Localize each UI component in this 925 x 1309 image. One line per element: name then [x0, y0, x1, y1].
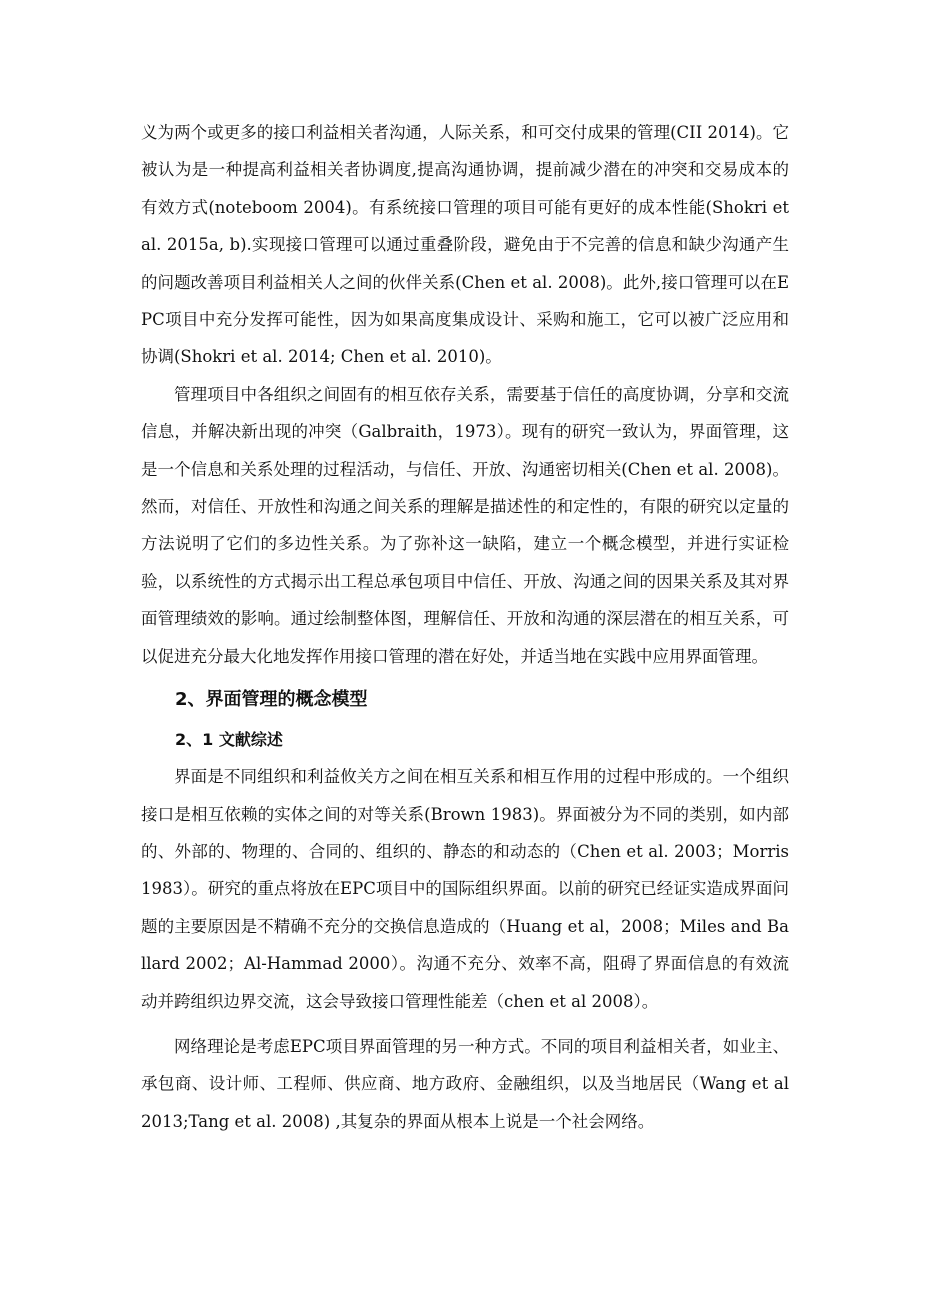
paragraph-gap [141, 1020, 789, 1028]
subsection-heading: 2、1 文献综述 [175, 730, 283, 750]
paragraph-interface-management-definition: 义为两个或更多的接口利益相关者沟通，人际关系，和可交付成果的管理(CII 2014)。它被认为是一种提高利益相关者协调度,提高沟通协调，提前减少潜在的冲突和交易成本的有效方式(noteboom 2004)。有系统接口管理的项目可能有更好的成本性能(Shokri et al. 2015a, b).实现接口管理可以通过重叠阶段，避免由于不完善的信息和缺少沟通产生的问题改善项目利益相关人之间的伙伴关系(Chen et al. 2008)。此外,接口管理可以在EPC项目中充分发挥可能性，因为如果高度集成设计、采购和施工，它可以被广泛应用和协调(Shokri et al. 2014; Chen et al. 2010)。 [141, 123, 789, 367]
body-text [141, 114, 789, 1140]
paragraph-trust-openness-communication: 管理项目中各组织之间固有的相互依存关系，需要基于信任的高度协调，分享和交流信息，并解决新出现的冲突（Galbraith，1973）。现有的研究一致认为，界面管理，这是一个信息和关系处理的过程活动，与信任、开放、沟通密切相关(Chen et al. 2008)。然而，对信任、开放性和沟通之间关系的理解是描述性的和定性的，有限的研究以定量的方法说明了它们的多边性关系。为了弥补这一缺陷，建立一个概念模型，并进行实证检验，以系统性的方式揭示出工程总承包项目中信任、开放、沟通之间的因果关系及其对界面管理绩效的影响。通过绘制整体图，理解信任、开放和沟通的深层潜在的相互关系，可以促进充分最大化地发挥作用接口管理的潜在好处，并适当地在实践中应用界面管理。 [141, 384, 789, 666]
paragraph-network-theory: 网络理论是考虑EPC项目界面管理的另一种方式。不同的项目利益相关者，如业主、承包商、设计师、工程师、供应商、地方政府、金融组织，以及当地居民（Wang et al 2013;Tang et al. 2008) ,其复杂的界面从根本上说是一个社会网络。 [141, 1036, 789, 1131]
paragraph-literature-review: 界面是不同组织和利益攸关方之间在相互关系和相互作用的过程中形成的。一个组织 接口是相互依赖的实体之间的对等关系(Brown 1983)。界面被分为不同的类别，如内部的、外部的、物理的、合同的、组织的、静态的和动态的（Chen et al. 2003；Morris 1983）。研究的重点将放在EPC项目中的国际组织界面。以前的研究已经证实造成界面问题的主要原因是不精确不充分的交换信息造成的（Huang et al，2008；Miles and Ballard 2002；Al-Hammad 2000）。沟通不充分、效率不高，阻碍了界面信息的有效流动并跨组织边界交流，这会导致接口管理性能差（chen et al 2008）。 [141, 767, 789, 1011]
section-heading: 2、界面管理的概念模型 [175, 689, 368, 711]
